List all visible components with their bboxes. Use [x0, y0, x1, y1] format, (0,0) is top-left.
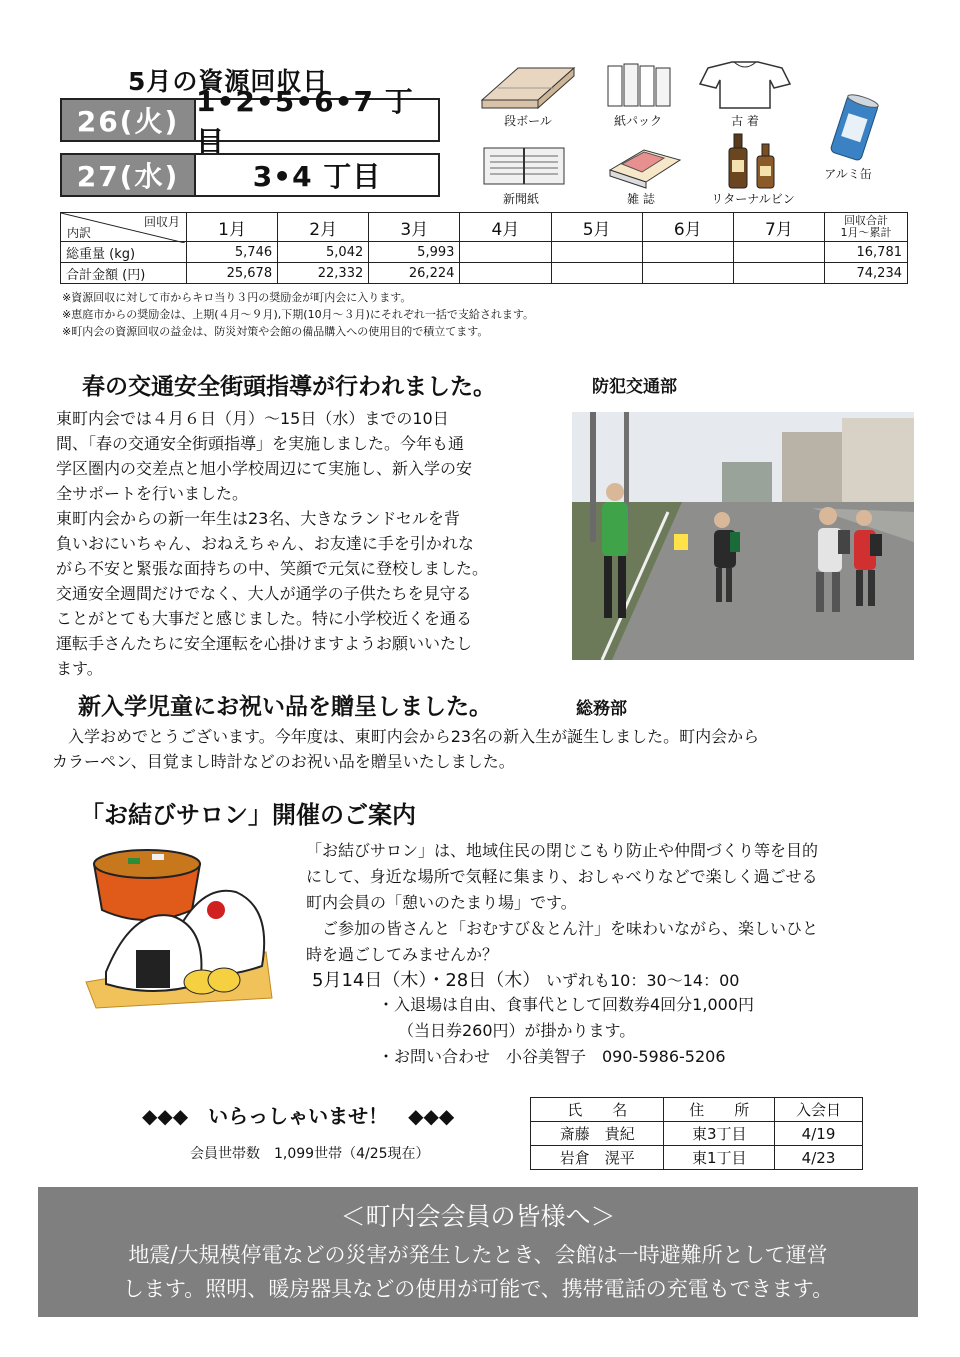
body-line: 学区圏内の交差点と旭小学校周辺にて実施し、新入学の安: [56, 459, 473, 478]
clothes-icon: [698, 58, 792, 110]
notice-line: します。照明、暖房器具などの使用が可能で、携帯電話の充電もできます。: [122, 1277, 834, 1301]
bottle-icon: [724, 130, 784, 192]
header-month-label: 回収月: [143, 215, 180, 229]
table-cell-total: 74,234: [824, 263, 907, 284]
salon-detail-line: （当日券260円）が掛かります。: [398, 1021, 636, 1040]
note-line: ※町内会の資源回収の益金は、防災対策や会館の備品購入への使用目的で積立てます。: [62, 325, 489, 338]
table-header-row: [531, 1098, 863, 1122]
table-cell: 25,678: [186, 263, 277, 284]
traffic-guidance-photo: [572, 412, 914, 660]
new-members-table: [530, 1097, 863, 1170]
body-line: 全サポートを行いました。: [56, 484, 249, 503]
body-line: カラーペン、目覚まし時計などのお祝い品を贈呈いたしました。: [52, 752, 515, 771]
body-line: にして、身近な場所で気軽に集まり、おしゃべりなどで楽しく過ごせる: [306, 867, 818, 886]
body-line: 町内会員の「憩いのたまり場」です。: [306, 893, 577, 912]
body-line: ご参加の皆さんと「おむすび＆とん汁」を味わいながら、楽しいひと: [306, 919, 819, 938]
body-line: ことがとても大事だと感じました。特に小学校近くを通る: [56, 609, 473, 628]
onigiri-miso-illustration: [76, 832, 276, 1012]
item-label-magazine: 雑 誌: [627, 192, 655, 206]
member-address: 東3丁目: [664, 1122, 775, 1146]
table-cell: [642, 242, 733, 263]
schedule-date: 27(水): [62, 155, 196, 195]
month-header: 3月: [369, 213, 460, 242]
month-header: 1月: [186, 213, 277, 242]
month-header: 4月: [460, 213, 551, 242]
item-label-old-clothes: 古 着: [731, 114, 759, 128]
table-row: [61, 263, 908, 284]
body-line: 運転手さんたちに安全運転を心掛けますようお願いいたし: [56, 634, 473, 653]
month-header: 7月: [733, 213, 824, 242]
article-dept: 防犯交通部: [592, 377, 677, 397]
item-label-returnable-bottle: リターナルビン: [711, 192, 795, 206]
recycle-table: [60, 212, 908, 284]
body-line: 東町内会からの新一年生は23名、大きなランドセルを背: [56, 509, 460, 528]
schedule-row: [60, 85, 440, 158]
table-cell-total: 16,781: [824, 242, 907, 263]
body-line: 「お結びサロン」は、地域住民の閉じこもり防止や仲間づくり等を目的: [306, 841, 819, 860]
schedule-date: 26(火): [62, 100, 196, 140]
table-cell: [551, 242, 642, 263]
body-line: がら不安と緊張な面持ちの中、笑顔で元気に登校しました。: [56, 559, 489, 578]
item-label-newspaper: 新聞紙: [502, 192, 539, 206]
salon-schedule: [312, 966, 739, 992]
schedule-area: 1•2•5•6•7 丁目: [196, 85, 414, 158]
member-name: 斎藤 貴紀: [531, 1122, 664, 1146]
item-label-milk-carton: 紙パック: [613, 114, 662, 128]
schedule-area: 3•4 丁目: [252, 160, 382, 193]
table-cell: [642, 263, 733, 284]
article-body: [52, 724, 922, 774]
salon-contact: ・お問い合わせ 小谷美智子 090-5986-5206: [378, 1047, 726, 1066]
table-row: [531, 1122, 863, 1146]
header-cell: 氏 名: [531, 1098, 664, 1122]
body-line: 間、「春の交通安全街頭指導」を実施しました。今年も通: [56, 434, 465, 453]
header-cell: 入会日: [775, 1098, 863, 1122]
row-label: 合計金額 (円): [61, 263, 187, 284]
table-cell: 5,746: [186, 242, 277, 263]
table-row: [61, 242, 908, 263]
body-line: 東町内会では４月６日（月）～15日（水）までの10日: [56, 409, 449, 428]
row-label: 総重量 (kg): [61, 242, 187, 263]
salon-detail-line: ・入退場は自由、食事代として回数券4回分1,000円: [378, 995, 754, 1014]
table-cell: 5,993: [369, 242, 460, 263]
salon-body: [306, 838, 926, 968]
table-cell: [460, 242, 551, 263]
member-address: 東1丁目: [664, 1146, 775, 1170]
salon-details: [378, 992, 754, 1070]
table-corner: [61, 213, 187, 242]
table-cell: 5,042: [278, 242, 369, 263]
header-breakdown-label: 内訳: [67, 226, 92, 240]
header-cell: 住 所: [664, 1098, 775, 1122]
body-line: ます。: [56, 659, 103, 678]
member-name: 岩倉 滉平: [531, 1146, 664, 1170]
table-cell: 26,224: [369, 263, 460, 284]
body-line: 時を過ごしてみませんか？: [306, 945, 499, 964]
table-cell: [733, 263, 824, 284]
article-title: 新入学児童にお祝い品を贈呈しました。: [78, 694, 492, 720]
total-header-line: 回収合計: [843, 214, 888, 227]
table-row: [531, 1146, 863, 1170]
recycle-notes: [62, 289, 534, 340]
table-cell: [551, 263, 642, 284]
notice-line: 地震/大規模停電などの災害が発生したとき、会館は一時避難所として運営: [128, 1243, 828, 1267]
article-title: 春の交通安全街頭指導が行われました。: [82, 374, 496, 400]
month-header: 6月: [642, 213, 733, 242]
welcome-title: ◆◆◆ いらっしゃいませ！ ◆◆◆: [142, 1104, 455, 1128]
member-date: 4/23: [775, 1146, 863, 1170]
total-header-line: 1月～累計: [840, 226, 892, 239]
item-label-aluminum-can: アルミ缶: [824, 167, 872, 181]
total-header: [824, 213, 907, 242]
article-dept: 総務部: [576, 699, 627, 719]
month-header: 2月: [278, 213, 369, 242]
month-header: 5月: [551, 213, 642, 242]
note-line: ※恵庭市からの奨励金は、上期(４月～９月),下期(10月～３月)にそれぞれ一括で支給されます。: [62, 308, 534, 321]
salon-dates: 5月14日（木）・28日（木）: [312, 970, 541, 991]
body-line: 入学おめでとうございます。今年度は、東町内会から23名の新入生が誕生しました。町内会から: [52, 727, 760, 746]
member-date: 4/19: [775, 1122, 863, 1146]
household-count: 会員世帯数 1,099世帯（4/25現在）: [190, 1146, 430, 1162]
table-cell: [460, 263, 551, 284]
cardboard-icon: [478, 60, 578, 112]
milk-carton-icon: [604, 60, 674, 110]
body-line: 交通安全週間だけでなく、大人が通学の子供たちを見守る: [56, 584, 472, 603]
schedule-title: 5月の資源回収日: [128, 67, 329, 96]
salon-time: いずれも10：30～14：00: [546, 971, 740, 990]
salon-title: 「お結びサロン」開催のご案内: [80, 801, 416, 829]
magazine-icon: [604, 140, 684, 190]
table-cell: [733, 242, 824, 263]
newspaper-icon: [478, 140, 568, 190]
article-body: [56, 406, 568, 681]
aluminum-can-icon: [820, 94, 890, 164]
item-label-cardboard: 段ボール: [504, 114, 552, 128]
body-line: 負いおにいちゃん、おねえちゃん、お友達に手を引かれな: [56, 534, 474, 553]
note-line: ※資源回収に対して市からキロ当り３円の奨励金が町内会に入ります。: [62, 291, 412, 304]
disaster-notice: [38, 1187, 918, 1317]
table-cell: 22,332: [278, 263, 369, 284]
notice-title: ＜町内会会員の皆様へ＞: [340, 1202, 616, 1231]
schedule-row: [60, 153, 440, 197]
